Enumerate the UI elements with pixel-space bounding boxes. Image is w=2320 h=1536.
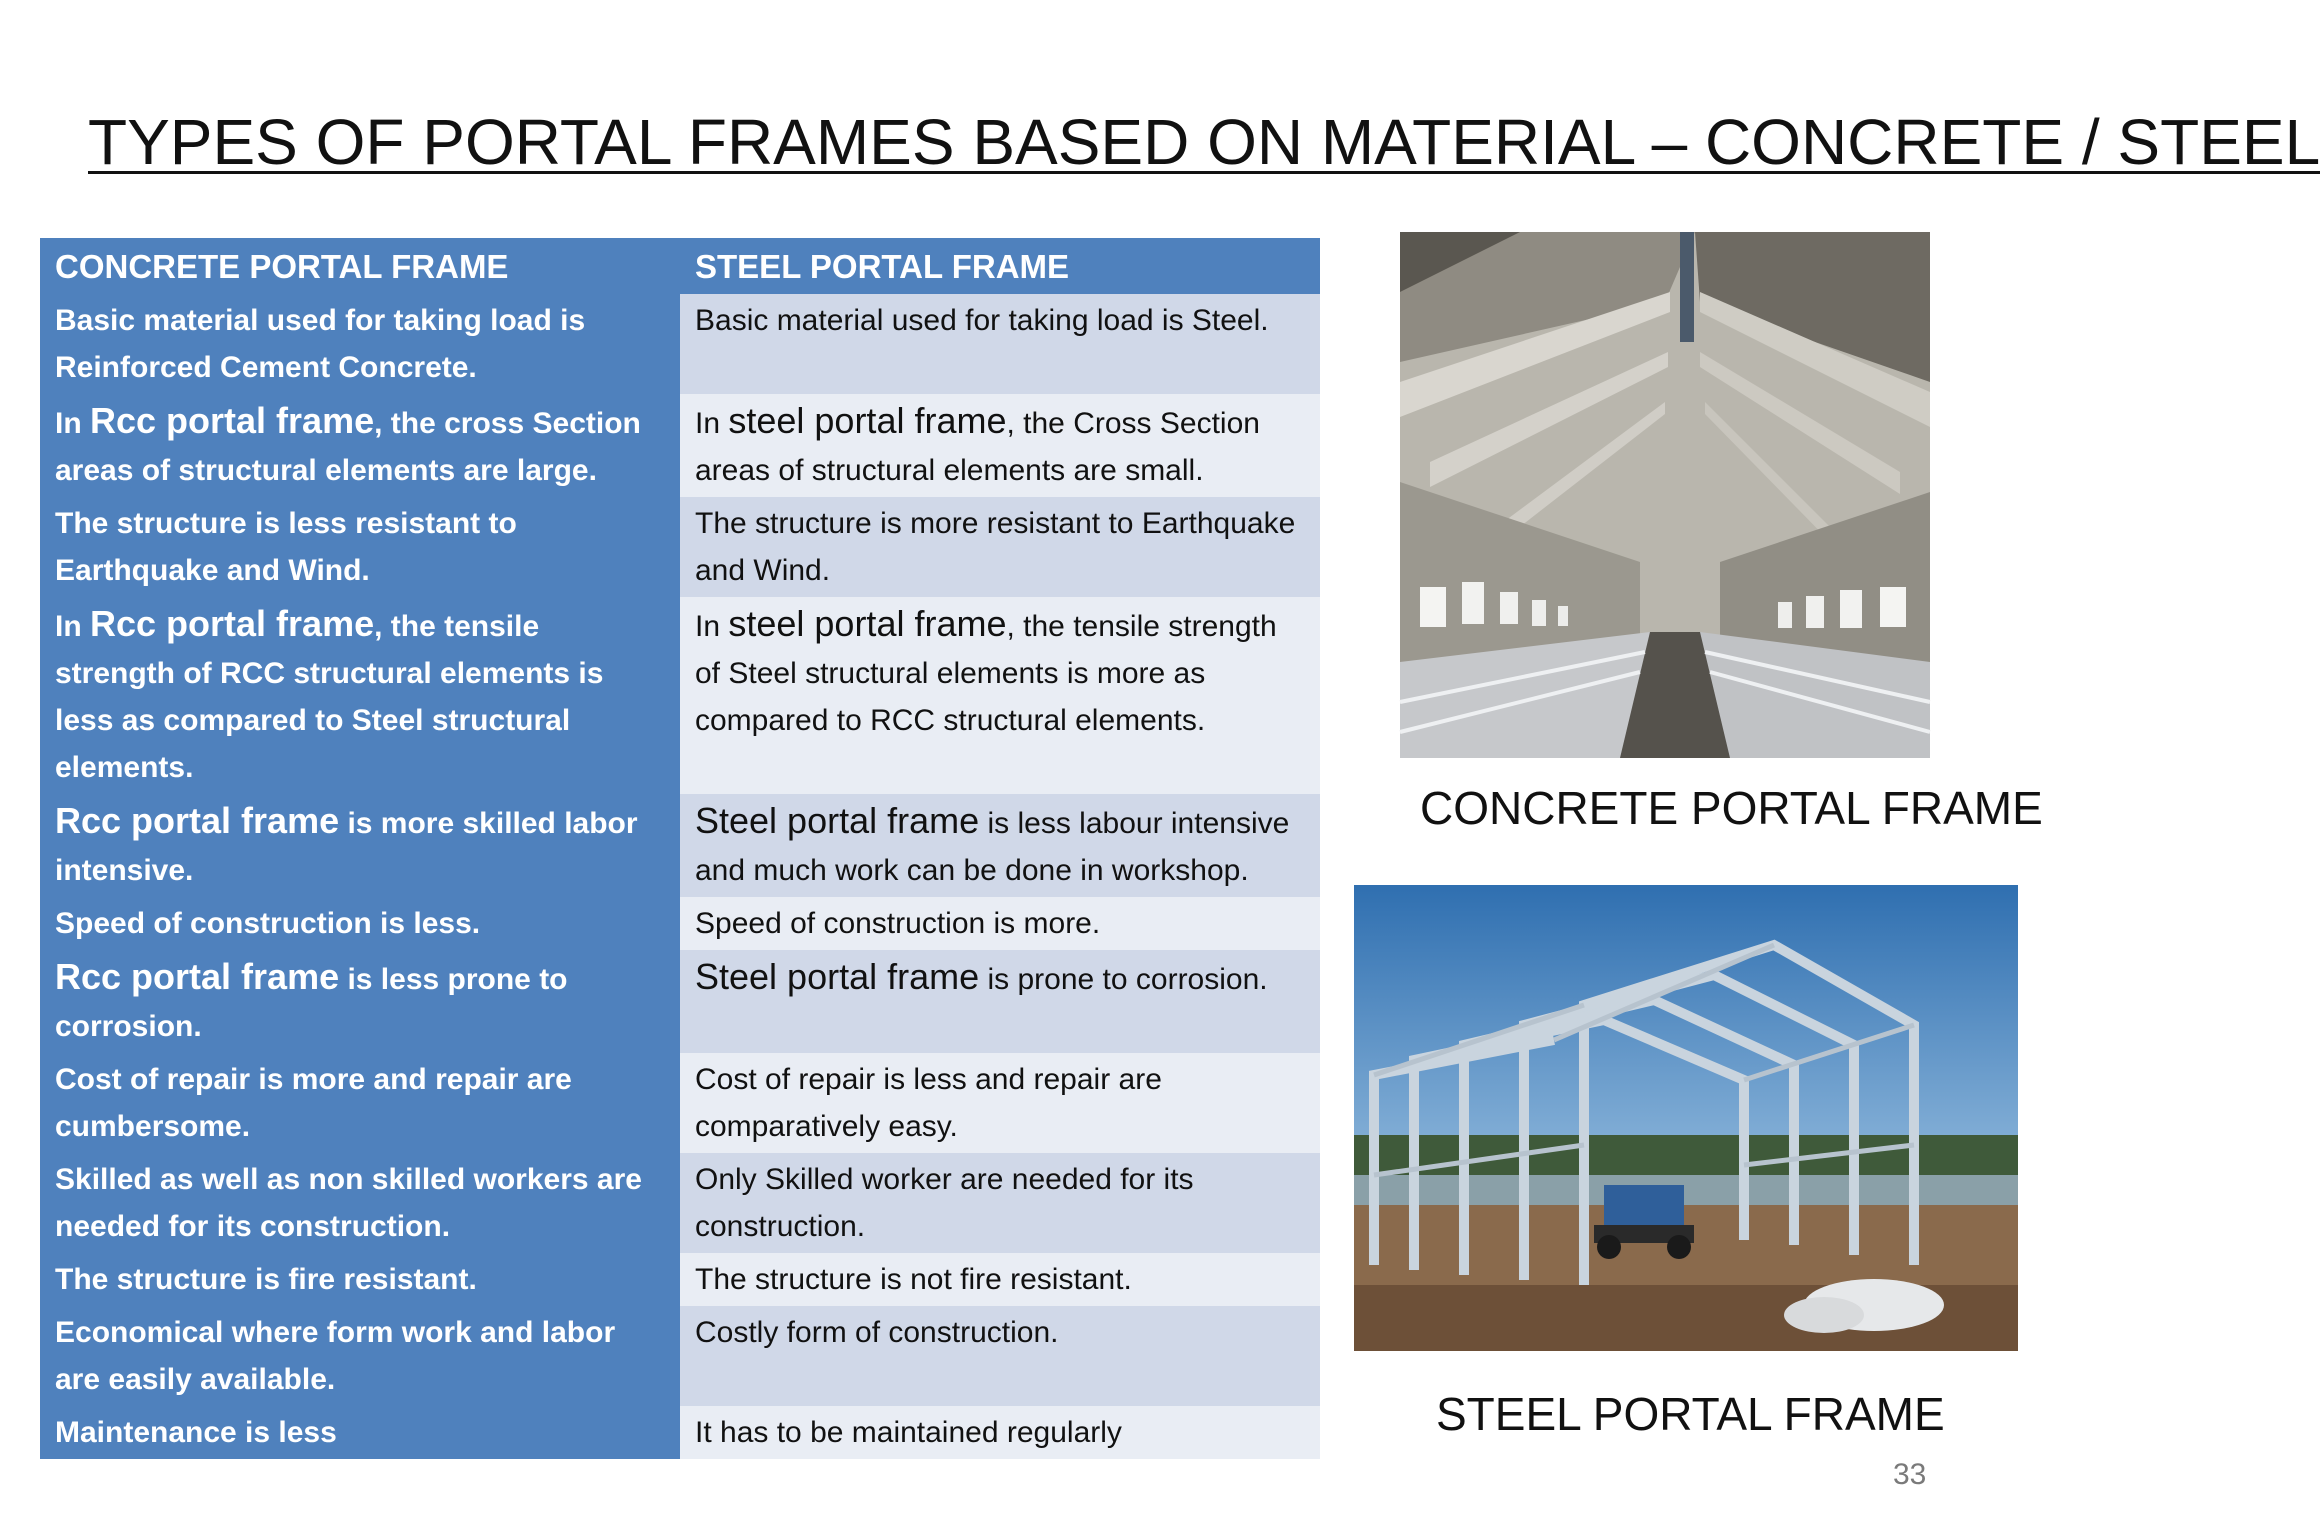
table-row: [40, 497, 1320, 597]
cell-text: Cost of repair is less and repair are comparatively easy.: [695, 1063, 1162, 1143]
header-concrete: CONCRETE PORTAL FRAME: [40, 238, 680, 294]
cell-emphasis: Rcc portal frame: [90, 603, 375, 644]
table-row: [40, 1306, 1320, 1406]
cell-text: is prone to corrosion.: [979, 963, 1268, 996]
steel-cell: [680, 794, 1320, 897]
concrete-cell: [40, 1153, 680, 1253]
table-row: [40, 950, 1320, 1053]
header-steel: STEEL PORTAL FRAME: [680, 238, 1320, 294]
cell-text: , the tensile strength of RCC structural elements is less as compared to Steel structural elements.: [55, 610, 604, 784]
steel-cell: [680, 394, 1320, 497]
cell-prefix: In: [695, 407, 729, 440]
concrete-cell: [40, 950, 680, 1053]
cell-text: Basic material used for taking load is Reinforced Cement Concrete.: [55, 304, 586, 384]
concrete-cell: [40, 897, 680, 950]
cell-prefix: In: [55, 407, 90, 440]
steel-photo-caption: STEEL PORTAL FRAME: [1436, 1388, 1945, 1440]
table-body: [40, 294, 1320, 1459]
cell-text: It has to be maintained regularly: [695, 1416, 1122, 1449]
concrete-photo-caption: CONCRETE PORTAL FRAME: [1420, 782, 2043, 834]
concrete-portal-frame-photo: [1400, 232, 1930, 758]
cell-text: The structure is more resistant to Earthquake and Wind.: [695, 507, 1296, 587]
cell-text: Cost of repair is more and repair are cumbersome.: [55, 1063, 572, 1143]
cell-emphasis: Rcc portal frame: [55, 956, 340, 997]
cell-text: Costly form of construction.: [695, 1316, 1059, 1349]
cell-emphasis: steel portal frame: [728, 400, 1007, 441]
concrete-cell: [40, 1053, 680, 1153]
cell-text: Speed of construction is more.: [695, 907, 1101, 940]
concrete-cell: [40, 794, 680, 897]
table-row: [40, 1253, 1320, 1306]
steel-cell: [680, 1153, 1320, 1253]
concrete-cell: [40, 1253, 680, 1306]
table-row: [40, 1406, 1320, 1459]
cell-text: Maintenance is less: [55, 1416, 337, 1449]
concrete-cell: [40, 294, 680, 394]
concrete-cell: [40, 497, 680, 597]
table-row: [40, 794, 1320, 897]
steel-cell: [680, 497, 1320, 597]
table-row: [40, 597, 1320, 794]
cell-emphasis: Steel portal frame: [695, 800, 980, 841]
slide-title: TYPES OF PORTAL FRAMES BASED ON MATERIAL – CONCRETE / STEEL: [88, 106, 2320, 178]
cell-prefix: In: [695, 610, 729, 643]
cell-text: , the tensile strength of Steel structural elements is more as compared to RCC structural elements.: [695, 610, 1277, 737]
table-header-row: [40, 238, 1320, 294]
table-row: [40, 294, 1320, 394]
cell-text: Economical where form work and labor are easily available.: [55, 1316, 616, 1396]
steel-portal-frame-photo: [1354, 885, 2018, 1351]
concrete-cell: [40, 1406, 680, 1459]
cell-text: is more skilled labor intensive.: [55, 807, 638, 887]
cell-text: is less labour intensive and much work can be done in workshop.: [695, 807, 1290, 887]
cell-text: Basic material used for taking load is Steel.: [695, 304, 1269, 337]
cell-prefix: In: [55, 610, 90, 643]
steel-cell: [680, 294, 1320, 394]
steel-cell: [680, 897, 1320, 950]
steel-cell: [680, 1306, 1320, 1406]
cell-emphasis: Steel portal frame: [695, 956, 980, 997]
steel-cell: [680, 1253, 1320, 1306]
steel-cell: [680, 950, 1320, 1053]
comparison-table: [40, 238, 1320, 1459]
steel-cell: [680, 597, 1320, 794]
cell-text: , the Cross Section areas of structural elements are small.: [695, 407, 1260, 487]
table-row: [40, 394, 1320, 497]
cell-emphasis: steel portal frame: [728, 603, 1007, 644]
page-number: 33: [1893, 1458, 1927, 1491]
table-row: [40, 1053, 1320, 1153]
cell-text: Skilled as well as non skilled workers are needed for its construction.: [55, 1163, 642, 1243]
cell-text: The structure is less resistant to Earthquake and Wind.: [55, 507, 517, 587]
cell-emphasis: Rcc portal frame: [55, 800, 340, 841]
cell-emphasis: Rcc portal frame: [90, 400, 375, 441]
cell-text: Speed of construction is less.: [55, 907, 481, 940]
concrete-cell: [40, 394, 680, 497]
concrete-cell: [40, 597, 680, 794]
cell-text: Only Skilled worker are needed for its construction.: [695, 1163, 1194, 1243]
steel-cell: [680, 1406, 1320, 1459]
cell-text: is less prone to corrosion.: [55, 963, 568, 1043]
cell-text: The structure is not fire resistant.: [695, 1263, 1132, 1296]
concrete-cell: [40, 1306, 680, 1406]
steel-cell: [680, 1053, 1320, 1153]
table-row: [40, 1153, 1320, 1253]
cell-text: , the cross Section areas of structural elements are large.: [55, 407, 641, 487]
cell-text: The structure is fire resistant.: [55, 1263, 477, 1296]
table-row: [40, 897, 1320, 950]
